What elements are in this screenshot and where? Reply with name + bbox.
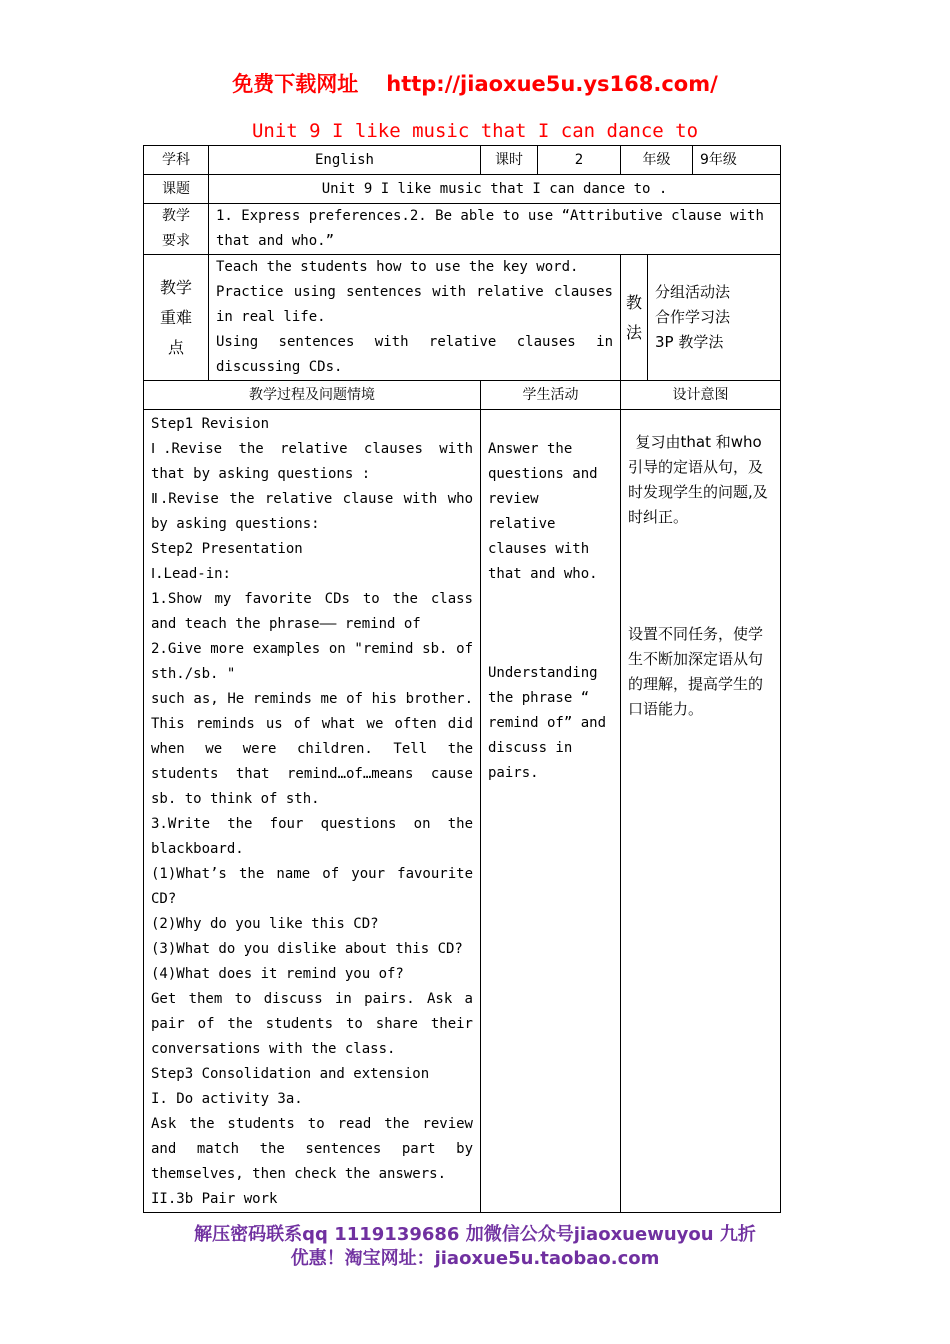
document-title: Unit 9 I like music that I can dance to	[251, 120, 699, 142]
activity-content	[481, 410, 621, 1213]
process-line: Step3 Consolidation and extension	[151, 1066, 430, 1082]
process-line: 3.Write the four questions on the blackboard.	[151, 816, 473, 857]
info-row	[144, 146, 781, 175]
period-value: 2	[538, 146, 621, 175]
requirements-row	[144, 204, 781, 255]
process-line: such as, He reminds me of his brother. This reminds us of what we often did when we were children. Tell the students that remind…of…means cause sb. to think of sth.	[151, 691, 473, 807]
process-line: Ask the students to read the review and match the sentences part by themselves, then check the answers.	[151, 1116, 473, 1182]
topic-label: 课题	[144, 175, 209, 204]
methods-list	[648, 255, 781, 381]
process-row	[144, 410, 781, 1213]
keypoints-label: 教学 重难 点	[144, 255, 209, 381]
process-line: Ⅱ.Revise the relative clause with who by asking questions:	[151, 491, 473, 532]
grade-label: 年级	[621, 146, 693, 175]
requirements-label: 教学 要求	[144, 204, 209, 255]
footer-line-2: 优惠！淘宝网址：jiaoxue5u.taobao.com	[290, 1248, 660, 1269]
column-header-row	[144, 381, 781, 410]
footer-line-1: 解压密码联系qq 1119139686 加微信公众号jiaoxuewuyou 九折	[194, 1224, 756, 1245]
topic-row	[144, 175, 781, 204]
method-item: 合作学习法	[655, 308, 731, 326]
download-label: 免费下载网址	[232, 72, 359, 96]
process-line: I. Do activity 3a.	[151, 1091, 303, 1107]
keypoints-content	[209, 255, 621, 381]
keypoint-item: Using sentences with relative clauses in discussing CDs.	[216, 334, 613, 375]
method-item: 3P 教学法	[655, 333, 724, 351]
process-line: Step2 Presentation	[151, 541, 303, 557]
download-url-link[interactable]: http://jiaoxue5u.ys168.com/	[386, 72, 718, 96]
process-line: (1)What’s the name of your favourite CD?	[151, 866, 473, 907]
process-line: Get them to discuss in pairs. Ask a pair of the students to share their conversations with the class.	[151, 991, 473, 1057]
process-line: Step1 Revision	[151, 416, 270, 432]
process-line: Ⅰ.Revise the relative clauses with that by asking questions :	[151, 441, 473, 482]
activity-column-header: 学生活动	[481, 381, 621, 410]
process-line: (2)Why do you like this CD?	[151, 916, 379, 932]
process-line: II.3b Pair work	[151, 1191, 278, 1207]
intent-content	[621, 410, 781, 1213]
keypoint-item: Practice using sentences with relative clauses in real life.	[216, 284, 613, 325]
keypoint-item: Teach the students how to use the key word.	[216, 259, 579, 275]
period-label: 课时	[481, 146, 538, 175]
process-line: 1.Show my favorite CDs to the class and teach the phrase—— remind of	[151, 591, 473, 632]
keypoints-row	[144, 255, 781, 381]
process-line: 2.Give more examples on "remind sb. of sth./sb. "	[151, 641, 473, 682]
activity-block: Answer the questions and review relative clauses with that and who.	[488, 441, 598, 582]
subject-value: English	[209, 146, 481, 175]
requirements-value: 1. Express preferences.2. Be able to use “Attributive clause with that and who.”	[209, 204, 781, 255]
intent-block: 设置不同任务，使学生不断加深定语从句的理解，提高学生的口语能力。	[628, 625, 764, 718]
process-line: Ⅰ.Lead-in:	[151, 566, 231, 582]
process-line: (4)What does it remind you of?	[151, 966, 404, 982]
download-header	[0, 68, 950, 98]
process-content	[144, 410, 481, 1213]
lesson-plan-table	[143, 145, 781, 1213]
process-column-header: 教学过程及问题情境	[144, 381, 481, 410]
subject-label: 学科	[144, 146, 209, 175]
process-line: (3)What do you dislike about this CD?	[151, 941, 463, 957]
topic-value: Unit 9 I like music that I can dance to .	[209, 175, 781, 204]
activity-block: Understanding the phrase “ remind of” and discuss in pairs.	[488, 665, 607, 781]
intent-column-header: 设计意图	[621, 381, 781, 410]
method-item: 分组活动法	[655, 283, 731, 301]
grade-value: 9年级	[693, 146, 781, 175]
intent-block: 复习由that 和who 引导的定语从句，及时发现学生的问题,及时纠正。	[628, 433, 768, 526]
method-label: 教 法	[621, 255, 648, 381]
